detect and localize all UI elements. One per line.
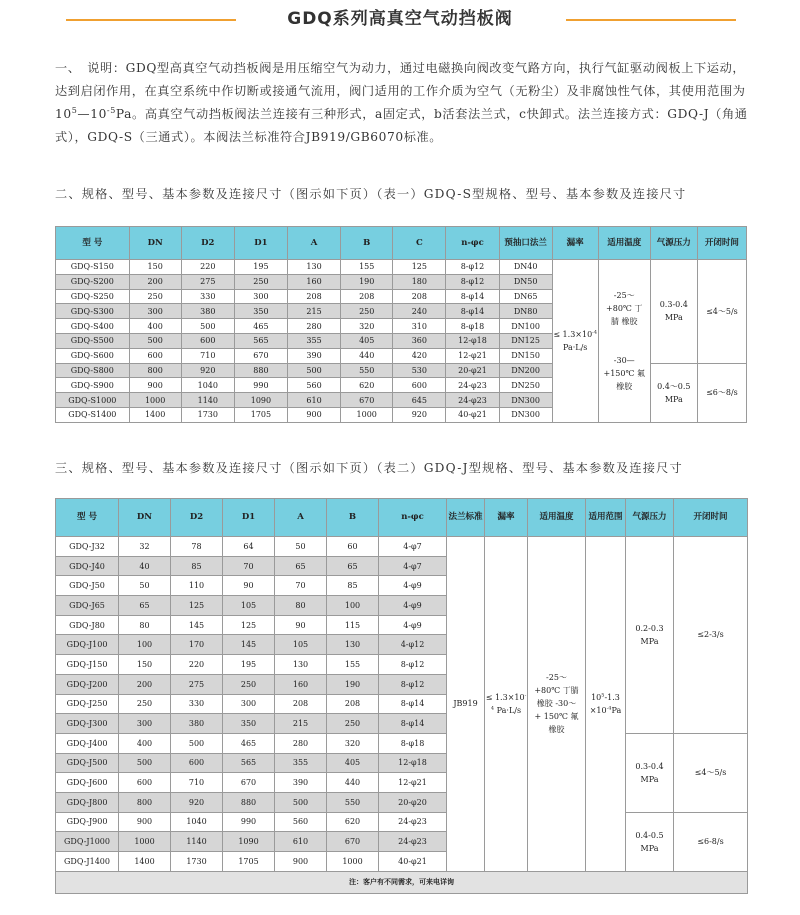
table-cell: 1400 [119, 852, 171, 872]
t2-h-d1: D1 [223, 499, 275, 537]
table-cell: 880 [234, 363, 287, 378]
table-cell: 8-φ14 [446, 304, 499, 319]
table-cell: 355 [275, 753, 327, 773]
table-cell: 240 [393, 304, 446, 319]
table-cell: 115 [327, 615, 379, 635]
table-cell: 550 [327, 792, 379, 812]
table-cell: 250 [223, 674, 275, 694]
table-cell: GDQ-J600 [56, 773, 119, 793]
table-cell: 12-φ18 [446, 333, 499, 348]
t2-leak-cell [485, 537, 528, 872]
table-cell: 70 [275, 576, 327, 596]
table-cell: 8-φ14 [379, 714, 447, 734]
t1-temp-fkm: -30— +150℃ 氟橡胶 [603, 355, 645, 391]
table-cell: 380 [171, 714, 223, 734]
table-cell: 50 [119, 576, 171, 596]
table-cell: 300 [234, 289, 287, 304]
table-cell: 110 [171, 576, 223, 596]
table-cell: 300 [119, 714, 171, 734]
table-cell: GDQ-J400 [56, 733, 119, 753]
table-cell: 380 [181, 304, 234, 319]
table-cell: 710 [171, 773, 223, 793]
table-cell: 12-φ21 [379, 773, 447, 793]
table-cell: 800 [119, 792, 171, 812]
table-cell: 550 [341, 363, 393, 378]
table-cell: 420 [393, 348, 446, 363]
table-cell: 355 [288, 333, 341, 348]
table-cell: 275 [181, 274, 234, 289]
table-cell: 155 [341, 260, 393, 275]
table-cell: 12-φ18 [379, 753, 447, 773]
table-cell: 40-φ21 [379, 852, 447, 872]
table-cell: 360 [393, 333, 446, 348]
table-cell: 130 [327, 635, 379, 655]
table-cell: 920 [171, 792, 223, 812]
intro-exp-1: 5 [71, 105, 78, 115]
table-cell: 400 [129, 319, 181, 334]
t1-h-d2: D2 [181, 227, 234, 260]
t1-h-pressure: 气源压力 [650, 227, 697, 260]
table-cell: 610 [288, 393, 341, 408]
table-cell: 8-φ12 [379, 655, 447, 675]
table-cell: DN200 [499, 363, 552, 378]
table-cell: 280 [288, 319, 341, 334]
table-cell: 400 [119, 733, 171, 753]
table-cell: GDQ-J150 [56, 655, 119, 675]
intro-exp-2: -5 [106, 105, 116, 115]
t1-pressure-2: 0.4～0.5 MPa [650, 363, 697, 422]
page-title: GDQ系列高真空气动挡板阀 [287, 9, 513, 29]
t2-h-b: B [327, 499, 379, 537]
table-cell: DN50 [499, 274, 552, 289]
table-cell: 20-φ21 [446, 363, 499, 378]
table-cell: 390 [288, 348, 341, 363]
table-cell: 250 [234, 274, 287, 289]
t2-pressure-1: 0.2-0.3 MPa [626, 537, 674, 734]
table-cell: 8-φ14 [379, 694, 447, 714]
table-cell: 600 [181, 333, 234, 348]
table-cell: 85 [171, 556, 223, 576]
t1-time-1: ≤4～5/s [697, 260, 746, 364]
t2-h-dn: DN [119, 499, 171, 537]
t2-h-leak: 漏率 [485, 499, 528, 537]
table-cell: 12-φ21 [446, 348, 499, 363]
table-cell: 208 [327, 694, 379, 714]
table-cell: 560 [275, 812, 327, 832]
table-cell: 4-φ9 [379, 596, 447, 616]
table-cell: 390 [275, 773, 327, 793]
intro-text-3: Pa。高真空气动挡板阀法兰连接有三种形式，a固定式，b活套法兰式，c快卸式。法兰连接方式：GDQ-J（角通式），GDQ-S（三通式）。本阀法兰标准符合JB919/GB6070标准。 [55, 107, 748, 144]
page-header [0, 4, 800, 34]
table-cell: 64 [223, 537, 275, 557]
table-cell: 1140 [171, 832, 223, 852]
t2-range-b: -1.3 ×10 [589, 692, 620, 715]
table-cell: 250 [129, 289, 181, 304]
table-cell: 40 [119, 556, 171, 576]
table-cell: 32 [119, 537, 171, 557]
table-cell: 195 [234, 260, 287, 275]
table-cell: 50 [275, 537, 327, 557]
table-cell: 208 [288, 289, 341, 304]
header-rule-right [566, 19, 736, 21]
table-cell: GDQ-S400 [56, 319, 130, 334]
table-cell: 4-φ12 [379, 635, 447, 655]
table-cell: 300 [223, 694, 275, 714]
table-cell: 405 [327, 753, 379, 773]
section-3-heading: 三、规格、型号、基本参数及连接尺寸（图示如下页）（表二）GDQ-J型规格、型号、基本参数及连接尺寸 [55, 461, 683, 475]
table-cell: 70 [223, 556, 275, 576]
table-cell: 990 [223, 812, 275, 832]
table-cell: 4-φ7 [379, 537, 447, 557]
table-gdq-j [55, 498, 748, 894]
t2-h-pressure: 气源压力 [626, 499, 674, 537]
table-cell: GDQ-J1400 [56, 852, 119, 872]
intro-text-1: 一、 说明：GDQ型高真空气动挡板阀是用压缩空气为动力，通过电磁换向阀改变气路方向，执行气缸驱动阀板上下运动，达到启闭作用，在真空系统中作切断或接通气流用，阀门适用的工作介质为空气（无粉尘）及非腐蚀性气体，其使用范围为10 [55, 61, 746, 121]
table-gdq-s [55, 226, 747, 423]
t1-h-temp: 适用温度 [598, 227, 650, 260]
table-cell: 1140 [181, 393, 234, 408]
t2-h-temp: 适用温度 [528, 499, 586, 537]
table-cell: 250 [119, 694, 171, 714]
table-cell: 90 [223, 576, 275, 596]
table-cell: 85 [327, 576, 379, 596]
t2-range-cell [586, 537, 626, 872]
table-cell: 645 [393, 393, 446, 408]
table-cell: 1400 [129, 407, 181, 422]
table-cell: GDQ-J80 [56, 615, 119, 635]
table-cell: 60 [327, 537, 379, 557]
t2-time-2: ≤4～5/s [674, 733, 748, 812]
table-cell: 320 [327, 733, 379, 753]
table-cell: DN300 [499, 393, 552, 408]
t1-h-b: B [341, 227, 393, 260]
table-cell: 670 [234, 348, 287, 363]
table-cell: 4-φ9 [379, 615, 447, 635]
table-cell: DN40 [499, 260, 552, 275]
table-cell: 330 [181, 289, 234, 304]
table-cell: 300 [129, 304, 181, 319]
table-cell: GDQ-S300 [56, 304, 130, 319]
table-cell: 180 [393, 274, 446, 289]
table-cell: GDQ-S900 [56, 378, 130, 393]
table-cell: 330 [171, 694, 223, 714]
table-cell: 190 [327, 674, 379, 694]
table-cell: 990 [234, 378, 287, 393]
t2-h-a: A [275, 499, 327, 537]
t1-temp-cell [598, 260, 650, 423]
t2-h-range: 适用范围 [586, 499, 626, 537]
table-cell: 190 [341, 274, 393, 289]
t2-h-flange-std: 法兰标准 [447, 499, 485, 537]
table-cell: 280 [275, 733, 327, 753]
table-cell: GDQ-J32 [56, 537, 119, 557]
table-cell: 465 [234, 319, 287, 334]
table-cell: GDQ-S500 [56, 333, 130, 348]
table-cell: DN100 [499, 319, 552, 334]
table-cell: 8-φ18 [446, 319, 499, 334]
intro-text-2: —10 [77, 107, 107, 121]
table-cell: 565 [223, 753, 275, 773]
table-cell: 65 [119, 596, 171, 616]
table-cell: 125 [171, 596, 223, 616]
table-cell: 200 [119, 674, 171, 694]
table-cell: 125 [223, 615, 275, 635]
table-cell: 560 [288, 378, 341, 393]
table-cell: 150 [119, 655, 171, 675]
t2-leak-exp: -4 [490, 692, 527, 712]
section-2-heading: 二、规格、型号、基本参数及连接尺寸（图示如下页）（表一）GDQ-S型规格、型号、基本参数及连接尺寸 [55, 187, 687, 201]
t2-leak-text: ≤ 1.3×10 [485, 692, 525, 702]
t1-time-2: ≤6～8/s [697, 363, 746, 422]
table-cell: 24-φ23 [446, 393, 499, 408]
table-cell: 65 [327, 556, 379, 576]
table-cell: 670 [341, 393, 393, 408]
table-cell: DN300 [499, 407, 552, 422]
t2-h-model: 型 号 [56, 499, 119, 537]
table-cell: GDQ-S250 [56, 289, 130, 304]
table-cell: GDQ-J100 [56, 635, 119, 655]
t1-leak-text: ≤ 1.3×10 [553, 329, 593, 339]
table-cell: 350 [234, 304, 287, 319]
table-cell: 620 [327, 812, 379, 832]
table-cell: 320 [341, 319, 393, 334]
table-cell: DN250 [499, 378, 552, 393]
table-cell: 1705 [234, 407, 287, 422]
table-cell: 500 [119, 753, 171, 773]
t2-h-d2: D2 [171, 499, 223, 537]
table-note: 注：客户有不同需求，可来电详询 [56, 871, 748, 893]
table-cell: 565 [234, 333, 287, 348]
t2-time-3: ≤6-8/s [674, 812, 748, 871]
table-cell: DN125 [499, 333, 552, 348]
table-cell: 220 [181, 260, 234, 275]
table-cell: 130 [288, 260, 341, 275]
table-note-row [56, 871, 748, 893]
table-cell: DN150 [499, 348, 552, 363]
table-cell: GDQ-J65 [56, 596, 119, 616]
table-cell: 1730 [171, 852, 223, 872]
table-cell: 215 [288, 304, 341, 319]
table-cell: 90 [275, 615, 327, 635]
table-cell: GDQ-J40 [56, 556, 119, 576]
table-cell: 105 [223, 596, 275, 616]
table-cell: 250 [341, 304, 393, 319]
table-cell: 600 [129, 348, 181, 363]
table-cell: 465 [223, 733, 275, 753]
table-cell: DN80 [499, 304, 552, 319]
table-cell: 620 [341, 378, 393, 393]
t1-leak-cell [552, 260, 598, 423]
table-cell: 920 [393, 407, 446, 422]
table-cell: 4-φ9 [379, 576, 447, 596]
table-row [56, 812, 748, 832]
t1-leak-unit: Pa·L/s [562, 342, 588, 352]
t2-time-1: ≤2-3/s [674, 537, 748, 734]
table-cell: 250 [327, 714, 379, 734]
t2-pressure-3: 0.4-0.5 MPa [626, 812, 674, 871]
table-cell: GDQ-J200 [56, 674, 119, 694]
table-cell: 220 [171, 655, 223, 675]
table-cell: 160 [275, 674, 327, 694]
t1-h-time: 开闭时间 [697, 227, 746, 260]
table-cell: 1040 [171, 812, 223, 832]
table-cell: 1000 [341, 407, 393, 422]
table-cell: 600 [119, 773, 171, 793]
table-cell: GDQ-S1400 [56, 407, 130, 422]
table-cell: 440 [327, 773, 379, 793]
table-cell: 208 [393, 289, 446, 304]
t1-h-c: C [393, 227, 446, 260]
t1-h-leak: 漏率 [552, 227, 598, 260]
table-cell: 900 [119, 812, 171, 832]
t1-h-model: 型 号 [56, 227, 130, 260]
table-cell: 1040 [181, 378, 234, 393]
table-cell: GDQ-S600 [56, 348, 130, 363]
table-cell: 170 [171, 635, 223, 655]
t2-pressure-2: 0.3-0.4 MPa [626, 733, 674, 812]
table-cell: GDQ-J500 [56, 753, 119, 773]
table-cell: 78 [171, 537, 223, 557]
table-cell: GDQ-J250 [56, 694, 119, 714]
table-cell: 1000 [119, 832, 171, 852]
table-cell: 500 [181, 319, 234, 334]
table-cell: 24-φ23 [379, 832, 447, 852]
table-cell: 350 [223, 714, 275, 734]
table-cell: 1090 [234, 393, 287, 408]
t1-pressure-1: 0.3-0.4 MPa [650, 260, 697, 364]
table-cell: GDQ-J1000 [56, 832, 119, 852]
table-cell: DN65 [499, 289, 552, 304]
t2-temp-cell: -25～+80℃ 丁腈 橡胶 -30～+ 150℃ 氟橡胶 [528, 537, 586, 872]
table-cell: 130 [275, 655, 327, 675]
table-cell: 800 [129, 363, 181, 378]
table-cell: GDQ-S800 [56, 363, 130, 378]
table-cell: 900 [275, 852, 327, 872]
table-cell: GDQ-S150 [56, 260, 130, 275]
table-cell: 208 [341, 289, 393, 304]
table-cell: 920 [181, 363, 234, 378]
table-cell: 600 [171, 753, 223, 773]
t2-h-holes: n-φc [379, 499, 447, 537]
t1-h-holes: n-φc [446, 227, 499, 260]
t2-range-exp1: 5 [601, 692, 605, 699]
table-cell: 1090 [223, 832, 275, 852]
table-cell: 1705 [223, 852, 275, 872]
table-cell: 125 [393, 260, 446, 275]
t1-h-port-flange: 预抽口法兰 [499, 227, 552, 260]
table-cell: 275 [171, 674, 223, 694]
table-cell: 215 [275, 714, 327, 734]
table-cell: 500 [275, 792, 327, 812]
table-cell: 1000 [129, 393, 181, 408]
table-cell: 80 [275, 596, 327, 616]
t2-flange-std: JB919 [447, 537, 485, 872]
table-cell: 1000 [327, 852, 379, 872]
t2-h-time: 开闭时间 [674, 499, 748, 537]
table-cell: 900 [288, 407, 341, 422]
table-cell: 8-φ12 [446, 260, 499, 275]
t1-leak-exp: -4 [592, 329, 598, 336]
table-cell: 208 [275, 694, 327, 714]
table-cell: GDQ-J300 [56, 714, 119, 734]
table-cell: 100 [327, 596, 379, 616]
t1-h-a: A [288, 227, 341, 260]
table-cell: 8-φ12 [446, 274, 499, 289]
table-cell: 4-φ7 [379, 556, 447, 576]
table-cell: 900 [129, 378, 181, 393]
table-cell: 880 [223, 792, 275, 812]
table-cell: 20-φ20 [379, 792, 447, 812]
table-cell: 150 [129, 260, 181, 275]
t1-h-dn: DN [129, 227, 181, 260]
table-cell: GDQ-J900 [56, 812, 119, 832]
table1-header-row [56, 227, 747, 260]
table-cell: 670 [223, 773, 275, 793]
table-cell: 610 [275, 832, 327, 852]
table-cell: 160 [288, 274, 341, 289]
table-cell: 440 [341, 348, 393, 363]
table-cell: 710 [181, 348, 234, 363]
t2-range-c: Pa [611, 705, 622, 715]
table-cell: 530 [393, 363, 446, 378]
table-cell: 1730 [181, 407, 234, 422]
t2-leak-unit: Pa·L/s [494, 705, 522, 715]
table-cell: 155 [327, 655, 379, 675]
table-cell: GDQ-S1000 [56, 393, 130, 408]
table-cell: 80 [119, 615, 171, 635]
table-cell: 8-φ14 [446, 289, 499, 304]
table-cell: 8-φ18 [379, 733, 447, 753]
table-cell: GDQ-J50 [56, 576, 119, 596]
table-cell: 105 [275, 635, 327, 655]
table-cell: 40-φ21 [446, 407, 499, 422]
table-cell: 8-φ12 [379, 674, 447, 694]
table-cell: 500 [288, 363, 341, 378]
table-cell: 670 [327, 832, 379, 852]
table-cell: 145 [171, 615, 223, 635]
table-cell: 405 [341, 333, 393, 348]
table-cell: 500 [129, 333, 181, 348]
table-cell: 24-φ23 [446, 378, 499, 393]
t1-temp-nbr: -25～ +80℃ 丁腈 橡胶 [606, 290, 643, 326]
table-cell: GDQ-J800 [56, 792, 119, 812]
table-cell: 310 [393, 319, 446, 334]
table-cell: 24-φ23 [379, 812, 447, 832]
table-cell: GDQ-S200 [56, 274, 130, 289]
table-cell: 100 [119, 635, 171, 655]
table-cell: 195 [223, 655, 275, 675]
t1-h-d1: D1 [234, 227, 287, 260]
table-cell: 65 [275, 556, 327, 576]
table-cell: 200 [129, 274, 181, 289]
t2-range-exp2: -4 [606, 705, 612, 712]
table-row [56, 733, 748, 753]
table-cell: 145 [223, 635, 275, 655]
table2-header-row [56, 499, 748, 537]
table-row [56, 537, 748, 557]
table-cell: 500 [171, 733, 223, 753]
table-cell: 600 [393, 378, 446, 393]
t2-range-a: 10 [591, 692, 602, 702]
intro-paragraph [55, 57, 755, 149]
table-row [56, 260, 747, 275]
